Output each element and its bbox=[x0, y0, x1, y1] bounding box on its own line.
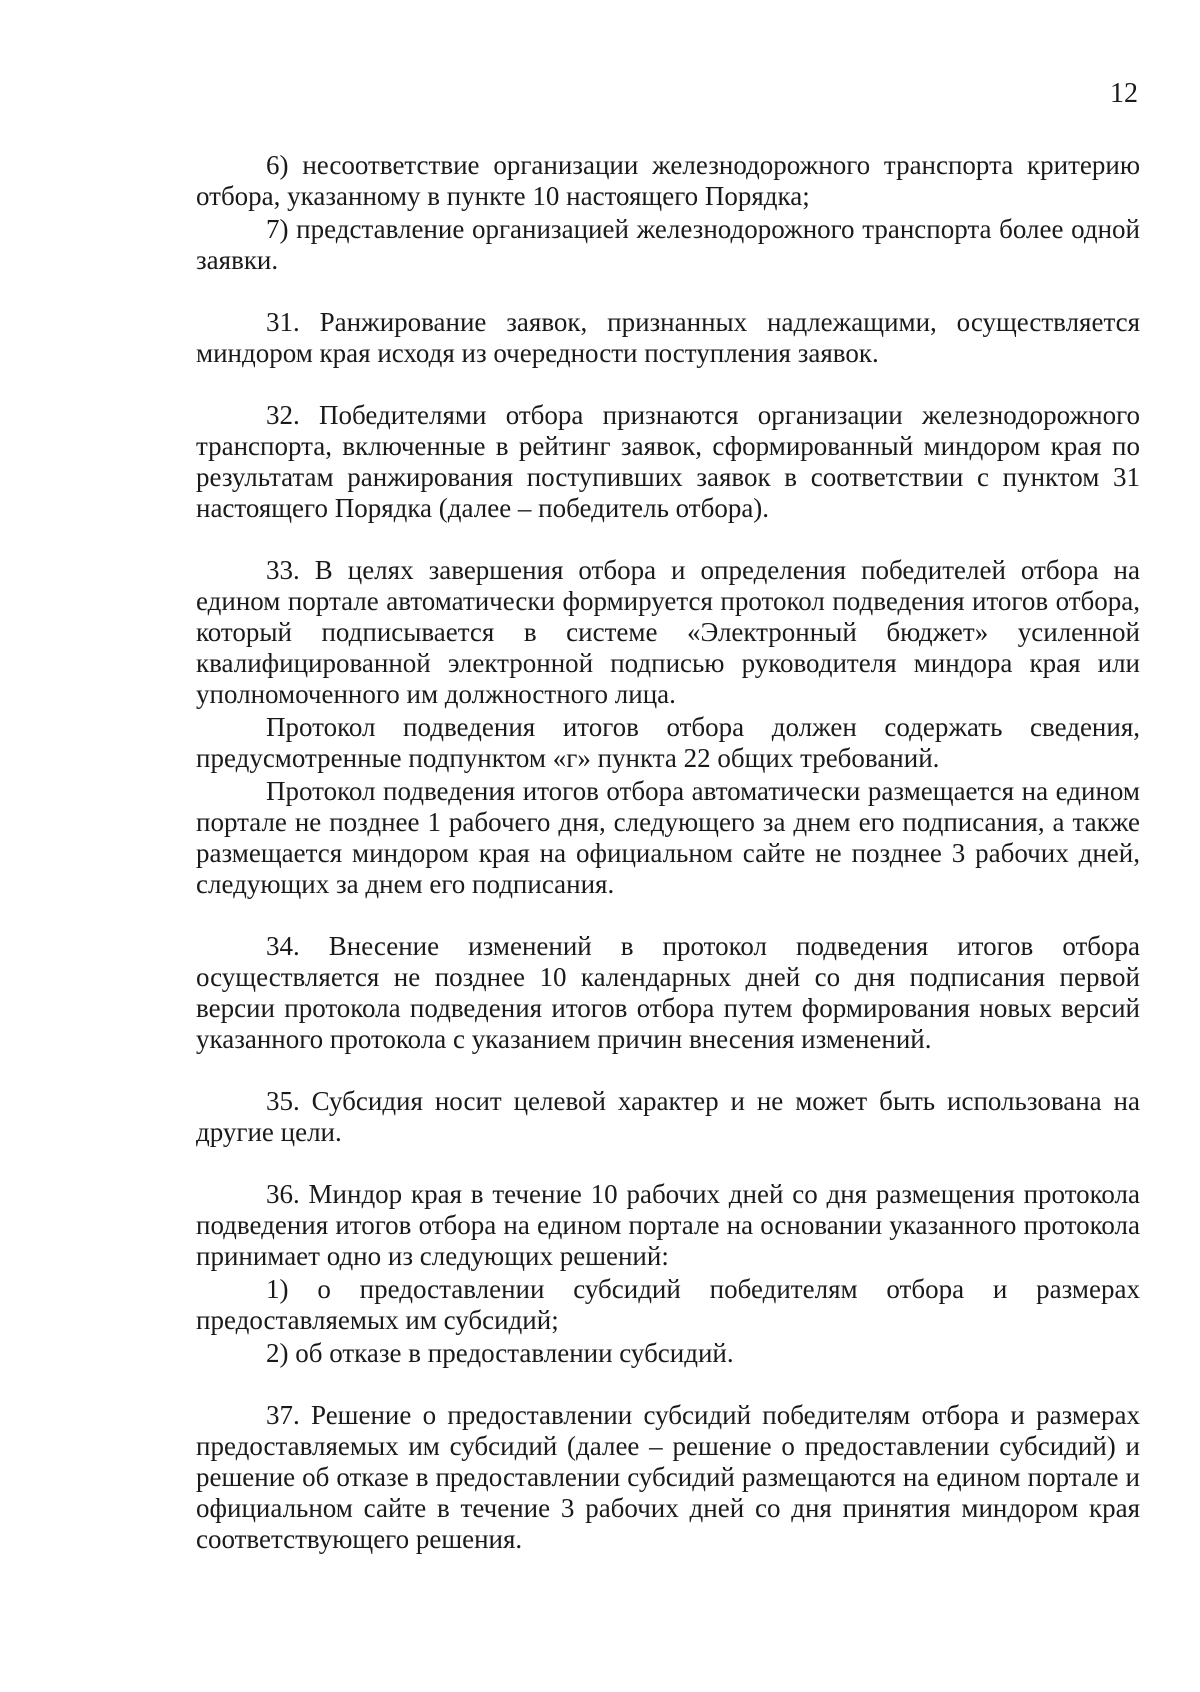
page-number: 12 bbox=[1110, 78, 1138, 109]
paragraph-36-item-1: 1) о предоставлении субсидий победителям отбора и размерах предоставляемых им субсидий; bbox=[196, 1274, 1140, 1335]
paragraph-6-sub: 6) несоответствие организации железнодорожного транспорта критерию отбора, указанному в пункте 10 настоящего Порядка; bbox=[196, 150, 1140, 211]
paragraph-36: 36. Миндор края в течение 10 рабочих дней со дня размещения протокола подведения итогов отбора на едином портале на основании указанного протокола принимает одно из следующих решений: bbox=[196, 1179, 1140, 1271]
paragraph-33: 33. В целях завершения отбора и определения победителей отбора на едином портале автоматически формируется протокол подведения итогов отбора, который подписывается в системе «Электронный бюджет» усиленной квалифицированной электронной подписью руководителя миндора края или уполномоченного им должностного лица. bbox=[196, 555, 1140, 709]
paragraph-35: 35. Субсидия носит целевой характер и не может быть использована на другие цели. bbox=[196, 1086, 1140, 1147]
paragraph-36-item-2: 2) об отказе в предоставлении субсидий. bbox=[266, 1338, 734, 1368]
paragraph-32: 32. Победителями отбора признаются организации железнодорожного транспорта, включенные в рейтинг заявок, сформированный миндором края по результатам ранжирования поступивших заявок в соответствии с пунктом 31 настоящего Порядка (далее – победитель отбора). bbox=[196, 400, 1140, 523]
paragraph-33-part-2: Протокол подведения итогов отбора должен содержать сведения, предусмотренные подпунктом «г» пункта 22 общих требований. bbox=[196, 712, 1140, 773]
paragraph-31: 31. Ранжирование заявок, признанных надлежащими, осуществляется миндором края исходя из очередности поступления заявок. bbox=[196, 307, 1140, 368]
paragraph-37: 37. Решение о предоставлении субсидий победителям отбора и размерах предоставляемых им субсидий (далее – решение о предоставлении субсидий) и решение об отказе в предоставлении субсидий размещаются на едином портале и официальном сайте в течение 3 рабочих дней со дня принятия миндором края соответствующего решения. bbox=[196, 1400, 1140, 1554]
paragraph-34: 34. Внесение изменений в протокол подведения итогов отбора осуществляется не позднее 10 календарных дней со дня подписания первой версии протокола подведения итогов отбора путем формирования новых версий указанного протокола с указанием причин внесения изменений. bbox=[196, 931, 1140, 1054]
paragraph-33-part-3: Протокол подведения итогов отбора автоматически размещается на едином портале не позднее 1 рабочего дня, следующего за днем его подписания, а также размещается миндором края на официальном сайте не позднее 3 рабочих дней, следующих за днем его подписания. bbox=[196, 776, 1140, 899]
document-body bbox=[196, 150, 1140, 1555]
paragraph-7-sub: 7) представление организацией железнодорожного транспорта более одной заявки. bbox=[196, 214, 1140, 275]
